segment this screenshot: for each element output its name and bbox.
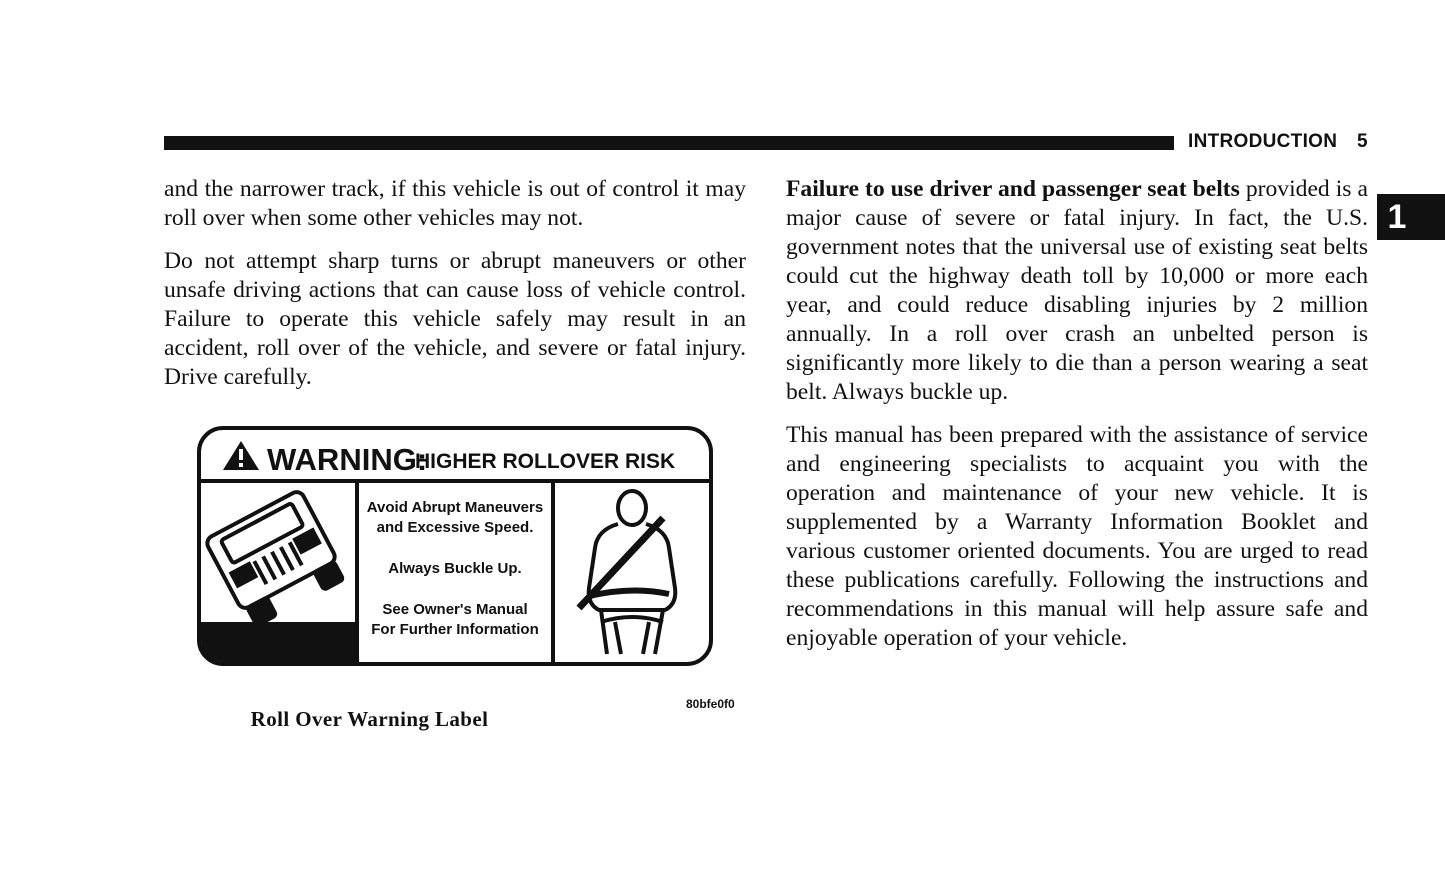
warning-subtitle: HIGHER ROLLOVER RISK — [415, 450, 676, 473]
label-line: Always Buckle Up. — [388, 560, 522, 577]
label-line: and Excessive Speed. — [376, 519, 534, 536]
header-rule — [164, 136, 1174, 150]
label-line: Avoid Abrupt Maneuvers — [366, 499, 544, 516]
figure-caption — [164, 707, 746, 732]
paragraph: and the narrower track, if this vehicle is out of control it may roll over when some other vehicles may not. — [164, 176, 746, 231]
warning-word: WARNING: — [267, 442, 428, 477]
right-column — [786, 175, 1368, 667]
page-number: 5 — [1357, 131, 1368, 152]
left-column — [164, 175, 746, 406]
chapter-tab: 1 — [1377, 194, 1445, 240]
paragraph: This manual has been prepared with the assistance of service and engineering specialists to acquaint you with the operation and maintenance of your new vehicle. It is supplemented by a Warranty Information Booklet and various customer oriented documents. You are urged to read these publications carefully. Following the instructions and recommendations in this manual will help assure safe and enjoyable operation of your vehicle. — [786, 422, 1368, 651]
label-line: See Owner's Manual — [382, 601, 528, 618]
paragraph: Do not attempt sharp turns or abrupt maneuvers or other unsafe driving actions that can cause loss of vehicle control. Failure to operate this vehicle safely may result in an accident, roll over of the vehicle, and severe or fatal injury. Drive carefully. — [164, 248, 746, 390]
caption-text: Roll Over Warning Label — [250, 707, 489, 731]
rollover-warning-label — [197, 426, 713, 666]
section-title: INTRODUCTION — [1188, 131, 1338, 152]
paragraph-text: provided is a major cause of severe or fatal injury. In fact, the U.S. government notes that the universal use of existing seat belts could cut the highway death toll by 10,000 or more each year, and could reduce disabling injuries by 2 million annually. In a roll over crash an unbelted person is significantly more likely to die than a person wearing a seat belt. Always buckle up. — [786, 176, 1368, 405]
paragraph — [786, 175, 1368, 407]
label-line: For Further Information — [371, 621, 539, 638]
figure-code: 80bfe0f0 — [686, 697, 735, 711]
bold-lead: Failure to use driver and passenger seat belts — [786, 176, 1240, 202]
